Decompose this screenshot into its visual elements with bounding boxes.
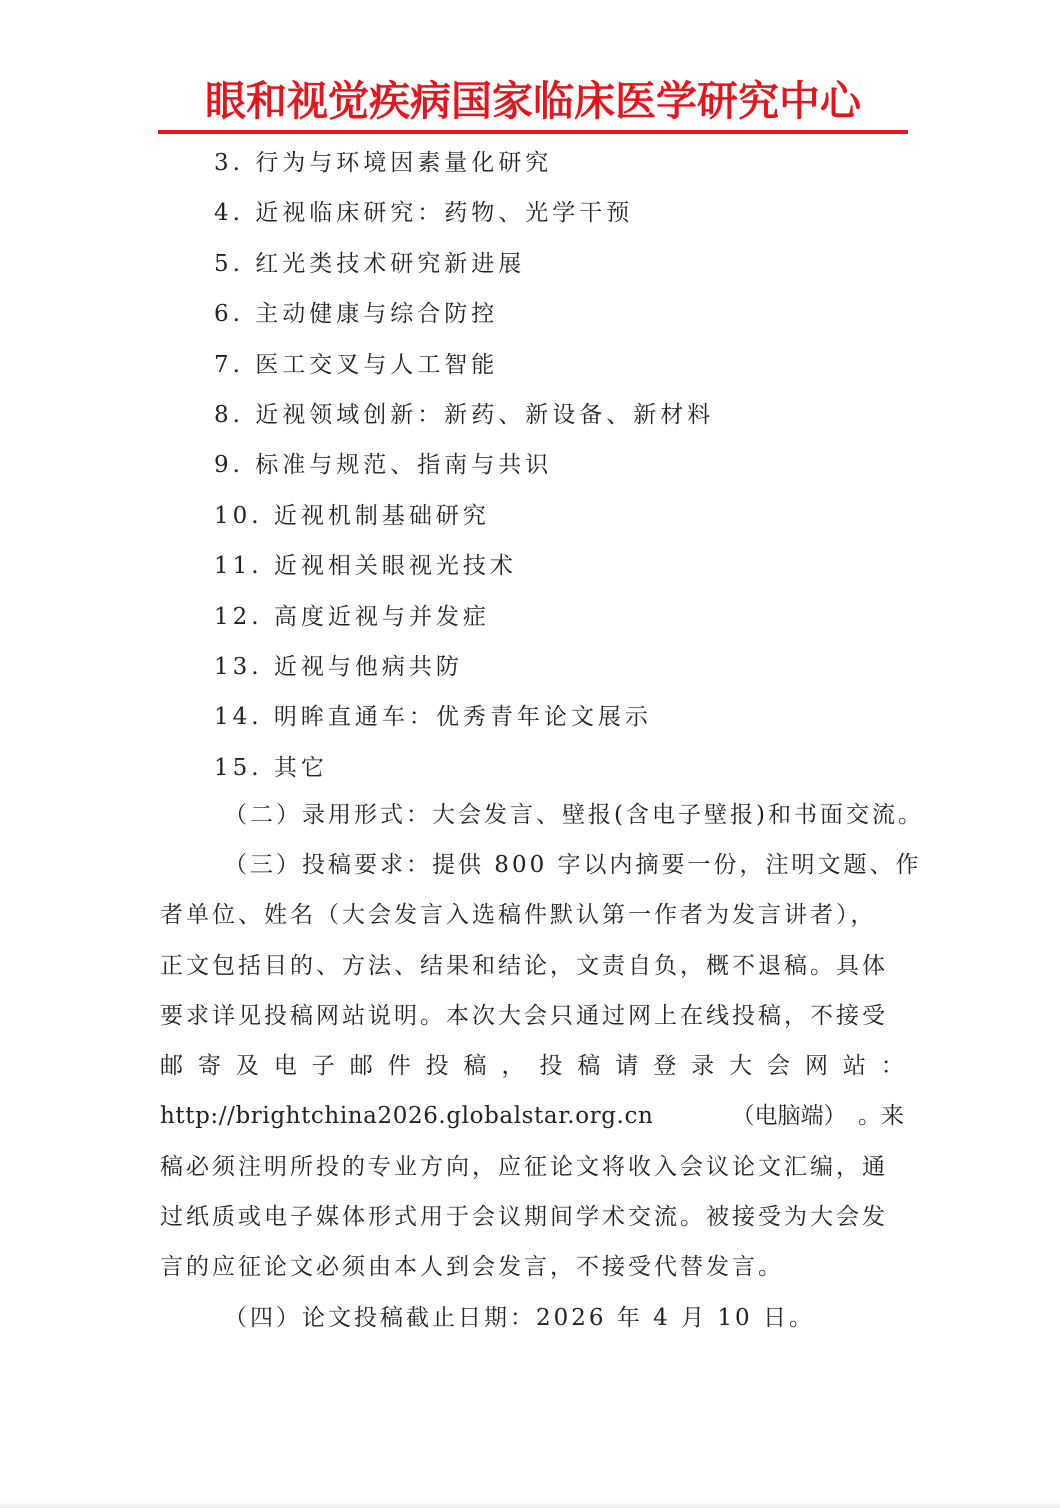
section-three-line: 言的应征论文必须由本人到会发言，不接受代替发言。 [160,1254,784,1281]
letterhead-title: 眼和视觉疾病国家临床医学研究中心 [205,77,861,125]
justified-char: 及 [235,1053,259,1080]
topic-item: 12. 高度近视与并发症 [214,603,490,630]
topic-item: 13. 近视与他病共防 [214,653,463,680]
justified-char: 稿 [463,1053,487,1080]
topic-item: 10. 近视机制基础研究 [214,502,490,529]
justified-char: 登 [653,1053,677,1080]
section-three-line: 稿必须注明所投的专业方向，应征论文将收入会议论文汇编，通 [160,1153,888,1180]
justified-char: 请 [615,1053,639,1080]
justified-char: 稿 [577,1053,601,1080]
justified-char: 录 [691,1053,715,1080]
page-bottom-edge [0,1500,1060,1508]
section-three-line: （三）投稿要求：提供 800 字以内摘要一份，注明文题、作 [224,852,922,878]
topic-item: 7. 医工交叉与人工智能 [214,351,499,378]
justified-char: 邮 [349,1053,373,1080]
justified-char: 网 [804,1053,828,1080]
topic-item: 14. 明眸直通车：优秀青年论文展示 [214,704,652,731]
section-three-line: 正文包括目的、方法、结果和结论，文责自负，概不退稿。具体 [160,952,888,979]
justified-char: 电 [273,1053,297,1080]
submission-url: http://brightchina2026.globalstar.org.cn [160,1103,654,1130]
topic-item: 3. 行为与环境因素量化研究 [214,150,553,176]
section-three-line: 过纸质或电子媒体形式用于会议期间学术交流。被接受为大会发 [160,1204,888,1231]
justified-char: 子 [311,1053,335,1080]
topic-item: 15. 其它 [214,754,328,781]
section-two-paragraph [160,790,924,840]
url-suffix: （电脑端） 。来 [731,1103,904,1130]
justified-char: 会 [767,1053,790,1080]
topic-item: 8. 近视领域创新：新药、新设备、新材料 [214,401,715,428]
section-four-text: （四）论文投稿截止日期：2026 年 4 月 10 日。 [224,1305,815,1331]
justified-char: ： [880,1053,904,1080]
justified-char: 投 [539,1053,563,1080]
section-three-paragraph [160,840,922,1293]
justified-char: 投 [425,1053,449,1080]
section-three-line: 者单位、姓名（大会发言入选稿件默认第一作者为发言讲者）， [160,902,877,929]
section-two-text: （二）录用形式：大会发言、壁报(含电子壁报)和书面交流。 [224,802,924,828]
topic-item: 11. 近视相关眼视光技术 [214,553,517,580]
justified-char: ， [501,1053,525,1080]
section-three-line: 要求详见投稿网站说明。本次大会只通过网上在线投稿，不接受 [160,1002,888,1029]
letterhead-red-rule [158,130,908,134]
topic-item: 6. 主动健康与综合防控 [214,301,499,328]
justified-char: 站 [842,1053,866,1080]
justified-char: 邮 [160,1053,183,1080]
justified-char: 寄 [197,1053,221,1080]
justified-char: 件 [387,1053,411,1080]
section-three-justified-line [160,1041,904,1091]
section-four-paragraph [160,1293,904,1343]
justified-char: 大 [729,1053,753,1080]
topic-item: 5. 红光类技术研究新进展 [214,250,526,277]
topic-list [214,138,714,793]
topic-item: 9. 标准与规范、指南与共识 [214,452,553,479]
section-three-url-line [160,1091,904,1141]
topic-item: 4. 近视临床研究：药物、光学干预 [214,200,634,227]
